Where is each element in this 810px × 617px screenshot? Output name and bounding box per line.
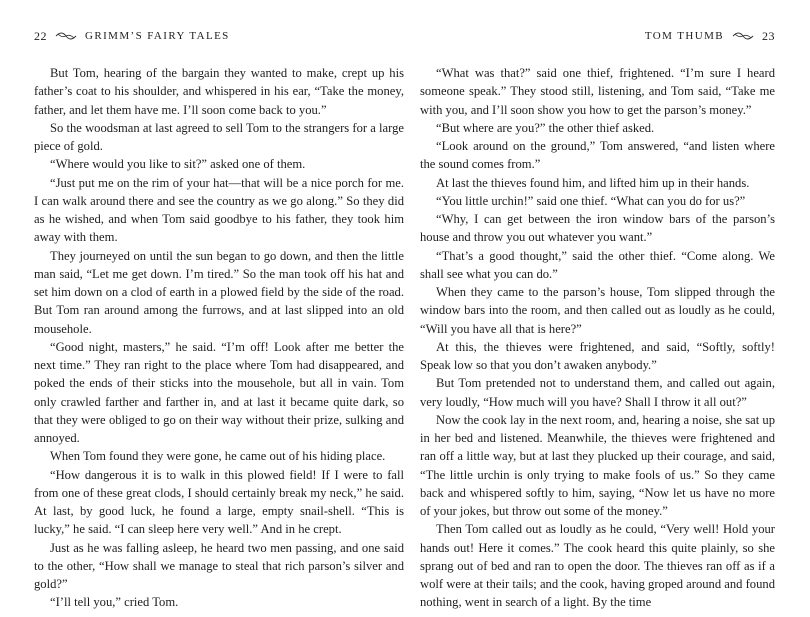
paragraph: “Why, I can get between the iron window bars of the parson’s house and throw you out whatever you want.” <box>420 212 775 245</box>
paragraph: “Just put me on the rim of your hat—that will be a nice porch for me. I can walk around there and see the country as we go along.” So they did as he wished, and when Tom said goodbye to his father, they took him away with them. <box>34 175 404 245</box>
left-running-head <box>34 28 404 44</box>
paragraph: “Look around on the ground,” Tom answered, “and listen where the sound comes from.” <box>420 139 775 172</box>
paragraph: They journeyed on until the sun began to go down, and then the little man said, “Let me get down. I’m tired.” So the man took off his hat and set him down on a clod of earth in a plowed field by the side of the road. But Tom ran around among the furrows, and at last slipped into an old mousehole. <box>34 248 404 336</box>
right-body-text <box>420 64 775 612</box>
paragraph: “What was that?” said one thief, frightened. “I’m sure I heard someone speak.” They stood still, listening, and Tom said, “Take me with you, and I’ll soon show you how to get the parson’s money.” <box>420 66 775 117</box>
paragraph: So the woodsman at last agreed to sell Tom to the strangers for a large piece of gold. <box>34 120 404 153</box>
left-running-title: GRIMM’S FAIRY TALES <box>85 30 230 42</box>
paragraph: Just as he was falling asleep, he heard two men passing, and one said to the other, “How shall we manage to steal that rich parson’s silver and gold?” <box>34 540 404 591</box>
paragraph: “You little urchin!” said one thief. “What can you do for us?” <box>436 193 746 208</box>
paragraph: But Tom, hearing of the bargain they wanted to make, crept up his father’s coat to his shoulder, and whispered in his ear, “Take the money, father, and let them have me. I’ll soon come back to you.” <box>34 66 404 117</box>
paragraph: Now the cook lay in the next room, and, hearing a noise, she sat up in her bed and listened. Meanwhile, the thieves were frightened and ran off a little way, but at last they plucked up their courage, and said, “The little urchin is only trying to make fools of us.” So they came back and whispered softly to him, saying, “Now let us have no more of your jokes, but throw out some of the money.” <box>420 412 775 518</box>
paragraph: “That’s a good thought,” said the other thief. “Come along. We shall see what you can do.” <box>420 248 775 281</box>
paragraph: Then Tom called out as loudly as he could, “Very well! Hold your hands out! Here it comes.” The cook heard this quite plainly, so she sprang out of bed and ran to open the door. The thieves ran off as if a wolf were at their tails; and the cook, having groped around and found nothing, went in search of a light. By the time <box>420 522 775 610</box>
ornament-icon <box>732 31 754 41</box>
paragraph: “How dangerous it is to walk in this plowed field! If I were to fall from one of these great clods, I should certainly break my neck,” he said. At last, by good luck, he found a large, empty snail-shell. “This is lucky,” he said. “I can sleep here very well.” And in he crept. <box>34 467 404 537</box>
right-page <box>420 0 775 617</box>
left-page-number: 22 <box>34 28 47 43</box>
paragraph: “But where are you?” the other thief asked. <box>436 120 655 135</box>
right-running-head <box>420 28 775 44</box>
paragraph: When Tom found they were gone, he came out of his hiding place. <box>50 449 386 464</box>
paragraph: “Good night, masters,” he said. “I’m off! Look after me better the next time.” They ran right to the place where Tom had disappeared, and poked the ends of their sticks into the mousehole, but all in vain. Tom only crawled farther and farther in, and at last it became quite dark, so that they were obliged to go on their way without their prize, sulking and annoyed. <box>34 339 404 445</box>
paragraph: “I’ll tell you,” cried Tom. <box>50 595 179 610</box>
paragraph: “Where would you like to sit?” asked one of them. <box>50 157 306 172</box>
paragraph: But Tom pretended not to understand them, and called out again, very loudly, “How much will you have? Shall I throw it all out?” <box>420 376 775 409</box>
ornament-icon <box>55 31 77 41</box>
right-running-title: TOM THUMB <box>644 30 724 42</box>
paragraph: When they came to the parson’s house, Tom slipped through the window bars into the room, and then called out as loudly as he could, “Will you have all that is here?” <box>420 285 775 336</box>
left-body-text <box>34 64 404 612</box>
paragraph: At this, the thieves were frightened, and said, “Softly, softly! Speak low so that you don’t awaken anybody.” <box>420 339 775 372</box>
paragraph: At last the thieves found him, and lifted him up in their hands. <box>436 175 750 190</box>
right-page-number: 23 <box>762 28 775 43</box>
left-page <box>34 0 404 617</box>
